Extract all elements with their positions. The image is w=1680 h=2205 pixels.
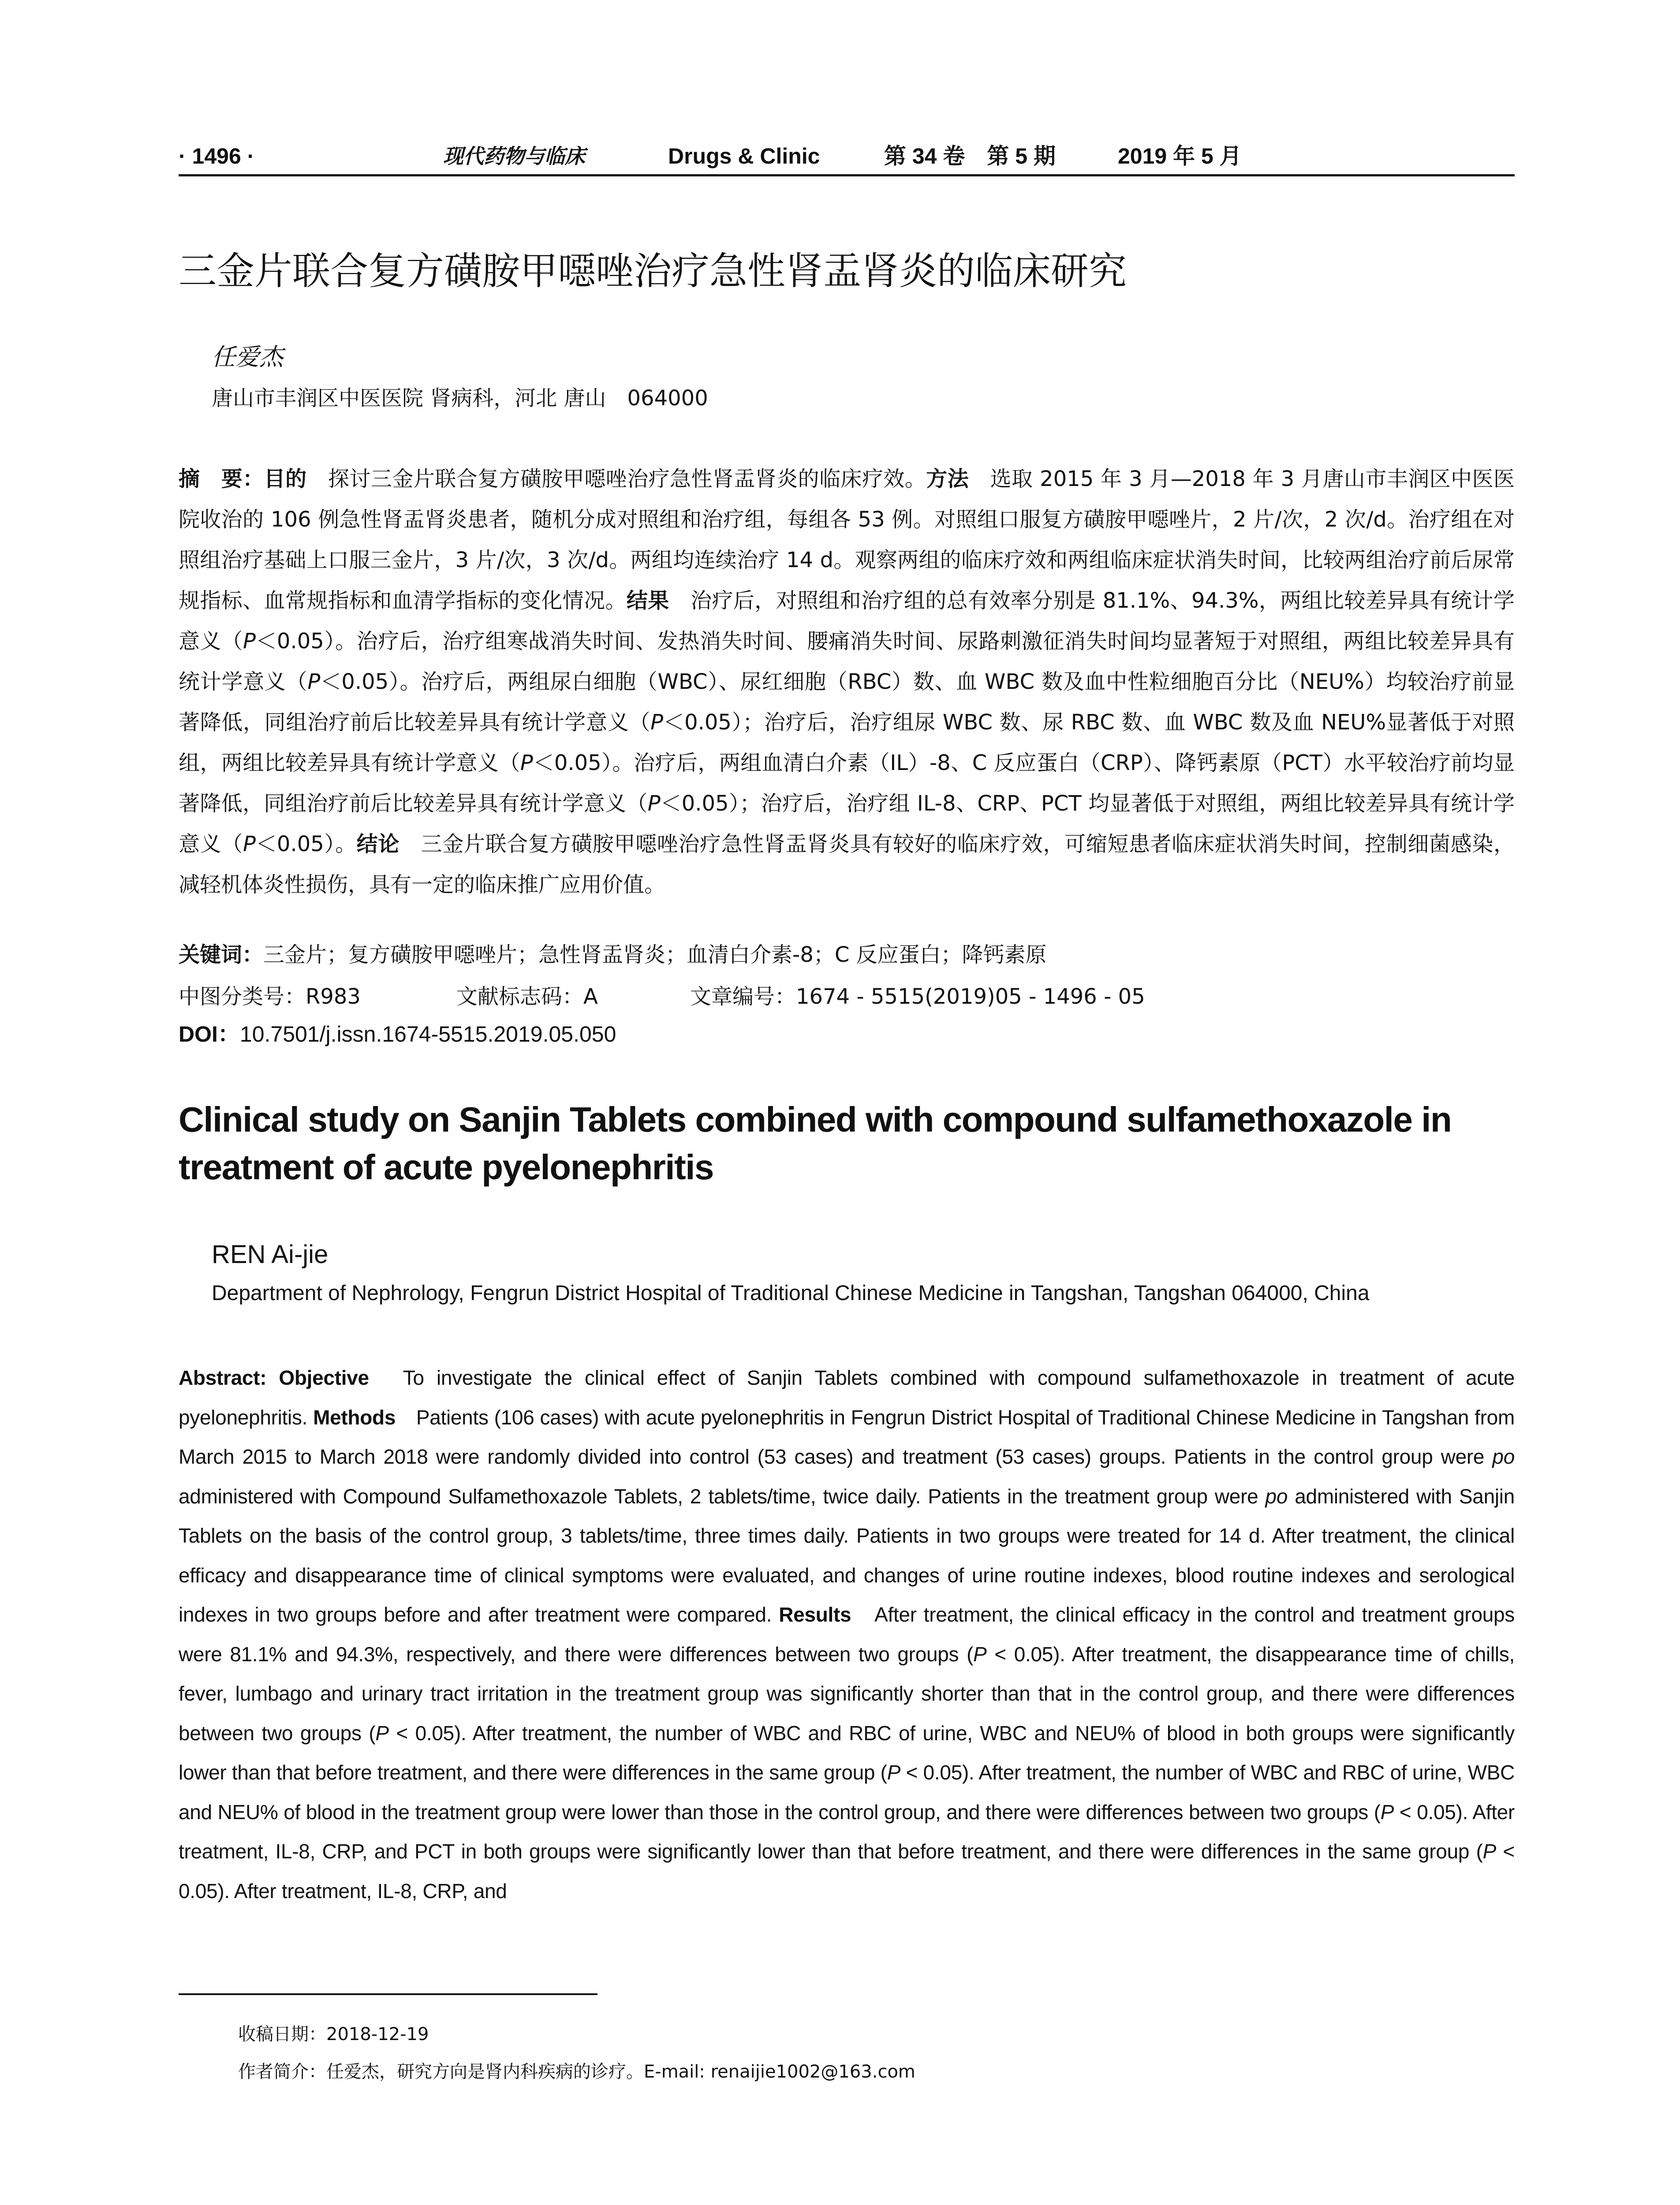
methods-text: administered with Sanjin Tablets on the basis of the control group, 3 tablets/time, three times daily. Patients in two groups were treated for 14 d. After treatment, the clinical efficacy and disappearance time of clinical symptoms were evaluated, and changes of urine routine indexes, blood routine indexes and serological indexes in two groups before and after treatment were compared. [179, 1484, 1515, 1626]
chinese-title: 三金片联合复方磺胺甲噁唑治疗急性肾盂肾炎的临床研究 [179, 249, 1127, 293]
footnote-divider [179, 1993, 597, 1995]
p-value-symbol: P [887, 1761, 901, 1784]
methods-text: administered with Compound Sulfamethoxazole Tablets, 2 tablets/time, twice daily. Patients in the treatment group were [179, 1484, 1266, 1508]
author-bio [238, 2059, 915, 2084]
results-text: ＜0.05）。治疗后，两组尿白细胞（WBC）、尿红细胞（RBC）数、血 WBC 数及血中性粒细胞百分比（NEU%）均较治疗前显著降低，同组治疗前后比较差异具有统计学意义（ [179, 669, 1515, 735]
classification-code: 中图分类号：R983 [179, 984, 361, 1009]
objective-text: 探讨三金片联合复方磺胺甲噁唑治疗急性肾盂肾炎的临床疗效。 [306, 467, 926, 491]
page-number: · 1496 · [179, 144, 255, 168]
results-text: < 0.05). After treatment, IL-8, CRP, and [179, 1840, 1515, 1902]
doi-line [179, 1019, 616, 1050]
received-date [238, 2022, 429, 2047]
results-text: ＜0.05）；治疗后，治疗组 IL-8、CRP、PCT 均显著低于对照组，两组比较差异具有统计学意义（ [179, 791, 1515, 856]
results-text: ＜0.05）；治疗后，治疗组尿 WBC 数、尿 RBC 数、血 WBC 数及血 NEU%显著低于对照组，两组比较差异具有统计学意义（ [179, 710, 1515, 775]
results-text: 治疗后，对照组和治疗组的总有效率分别是 81.1%、94.3%，两组比较差异具有统计学意义（ [179, 588, 1515, 654]
p-value-symbol: P [647, 791, 661, 816]
results-text: < 0.05). After treatment, the number of WBC and RBC of urine, WBC and NEU% of blood in both groups were significantly lower than that before treatment, and there were differences in the same group ( [179, 1721, 1515, 1784]
results-text: ＜0.05）。治疗后，两组血清白介素（IL）-8、C 反应蛋白（CRP）、降钙素原（PCT）水平较治疗前均显著降低，同组治疗前后比较差异具有统计学意义（ [179, 751, 1515, 816]
p-value-symbol: P [307, 669, 321, 694]
keywords [179, 939, 1047, 970]
results-label: 结果 [626, 588, 669, 613]
conclusion-text: 三金片联合复方磺胺甲噁唑治疗急性肾盂肾炎具有较好的临床疗效，可缩短患者临床症状消失时间，控制细菌感染，减轻机体炎性损伤，具有一定的临床推广应用价值。 [179, 832, 1515, 897]
received-value: 2018-12-19 [326, 2024, 429, 2044]
chinese-affiliation: 唐山市丰润区中医医院 肾病科，河北 唐山 064000 [212, 386, 708, 411]
p-value-symbol: P [243, 629, 256, 654]
chinese-abstract [179, 459, 1515, 905]
methods-label: Methods [313, 1405, 396, 1429]
results-text: < 0.05). After treatment, IL-8, CRP, and PCT in both groups were significantly lower than that before treatment, and there were differences in the same group ( [179, 1800, 1515, 1863]
english-abstract [179, 1358, 1515, 1911]
journal-name-chinese: 现代药物与临床 [443, 144, 585, 168]
abstract-label: Abstract: [179, 1366, 279, 1389]
classification-line [179, 981, 1145, 1012]
p-value-symbol: P [243, 832, 256, 856]
doi-label: DOI： [179, 1022, 240, 1046]
methods-text: Patients (106 cases) with acute pyelonephritis in Fengrun District Hospital of Traditional Chinese Medicine in Tangshan from March 2015 to March 2018 were randomly divided into control (53 cases) and treatment (53 cases) groups. Patients in the control group were [179, 1405, 1515, 1468]
issue-date: 2019 年 5 月 [1118, 144, 1242, 168]
article-number: 文章编号：1674 - 5515(2019)05 - 1496 - 05 [690, 984, 1145, 1009]
results-text: After treatment, the clinical efficacy in the control and treatment groups were 81.1% and 94.3%, respectively, and there were differences between two groups ( [179, 1603, 1515, 1666]
results-text: ＜0.05）。治疗后，治疗组寒战消失时间、发热消失时间、腰痛消失时间、尿路刺激征消失时间均显著短于对照组，两组比较差异具有统计学意义（ [179, 629, 1515, 694]
results-text: < 0.05). After treatment, the disappearance time of chills, fever, lumbago and urinary tract irritation in the treatment group was significantly shorter than that in the control group, and there were differences between two groups ( [179, 1642, 1515, 1745]
p-value-symbol: P [650, 710, 664, 735]
received-label: 收稿日期： [238, 2024, 326, 2044]
doi-link[interactable]: 10.7501/j.issn.1674-5515.2019.05.050 [239, 1022, 616, 1046]
methods-text: 选取 2015 年 3 月—2018 年 3 月唐山市丰润区中医医院收治的 106 例急性肾盂肾炎患者，随机分成对照组和治疗组，每组各 53 例。对照组口服复方磺胺甲噁唑片，2 片/次，2 次/d。治疗组在对照组治疗基础上口服三金片，3 片/次，3 次/d。两组均连续治疗 14 d。观察两组的临床疗效和两组临床症状消失时间，比较两组治疗前后尿常规指标、血常规指标和血清学指标的变化情况。 [179, 467, 1515, 613]
author-bio-label: 作者简介： [238, 2062, 326, 2082]
english-title: Clinical study on Sanjin Tablets combined with compound sulfamethoxazole in treatment of acute pyelonephritis [179, 1100, 1452, 1187]
author-bio-text: 任爱杰，研究方向是肾内科疾病的诊疗。E-mail: renaijie1002@163.com [326, 2062, 915, 2082]
english-affiliation: Department of Nephrology, Fengrun District Hospital of Traditional Chinese Medicine in Tangshan, Tangshan 064000, China [212, 1282, 1370, 1305]
keywords-label: 关键词： [179, 942, 264, 967]
chinese-author: 任爱杰 [212, 343, 283, 371]
abstract-label: 摘 要： [179, 467, 264, 491]
results-text: ＜0.05）。 [255, 832, 357, 856]
methods-label: 方法 [926, 467, 969, 491]
per-os-term: po [1492, 1445, 1515, 1468]
objective-label: 目的 [264, 467, 307, 491]
journal-name-english: Drugs & Clinic [668, 144, 820, 168]
document-mark: 文献标志码：A [456, 984, 598, 1009]
per-os-term: po [1265, 1484, 1288, 1508]
p-value-symbol: P [375, 1721, 389, 1745]
p-value-symbol: P [1380, 1800, 1394, 1824]
english-author: REN Ai-jie [212, 1240, 329, 1269]
objective-label: Objective [279, 1366, 369, 1389]
keywords-text: 三金片；复方磺胺甲噁唑片；急性肾盂肾炎；血清白介素-8；C 反应蛋白；降钙素原 [263, 942, 1047, 967]
conclusion-label: 结论 [356, 832, 400, 856]
running-header [179, 132, 1515, 176]
p-value-symbol: P [973, 1642, 987, 1666]
objective-text: To investigate the clinical effect of Sanjin Tablets combined with compound sulfamethoxazole in treatment of acute pyelonephritis. [179, 1366, 1515, 1429]
volume-issue: 第 34 卷 第 5 期 [884, 144, 1056, 168]
results-label: Results [779, 1603, 851, 1626]
p-value-symbol: P [520, 751, 533, 775]
p-value-symbol: P [1482, 1840, 1496, 1863]
results-text: < 0.05). After treatment, the number of WBC and RBC of urine, WBC and NEU% of blood in the treatment group were lower than those in the control group, and there were differences between two groups ( [179, 1761, 1515, 1824]
